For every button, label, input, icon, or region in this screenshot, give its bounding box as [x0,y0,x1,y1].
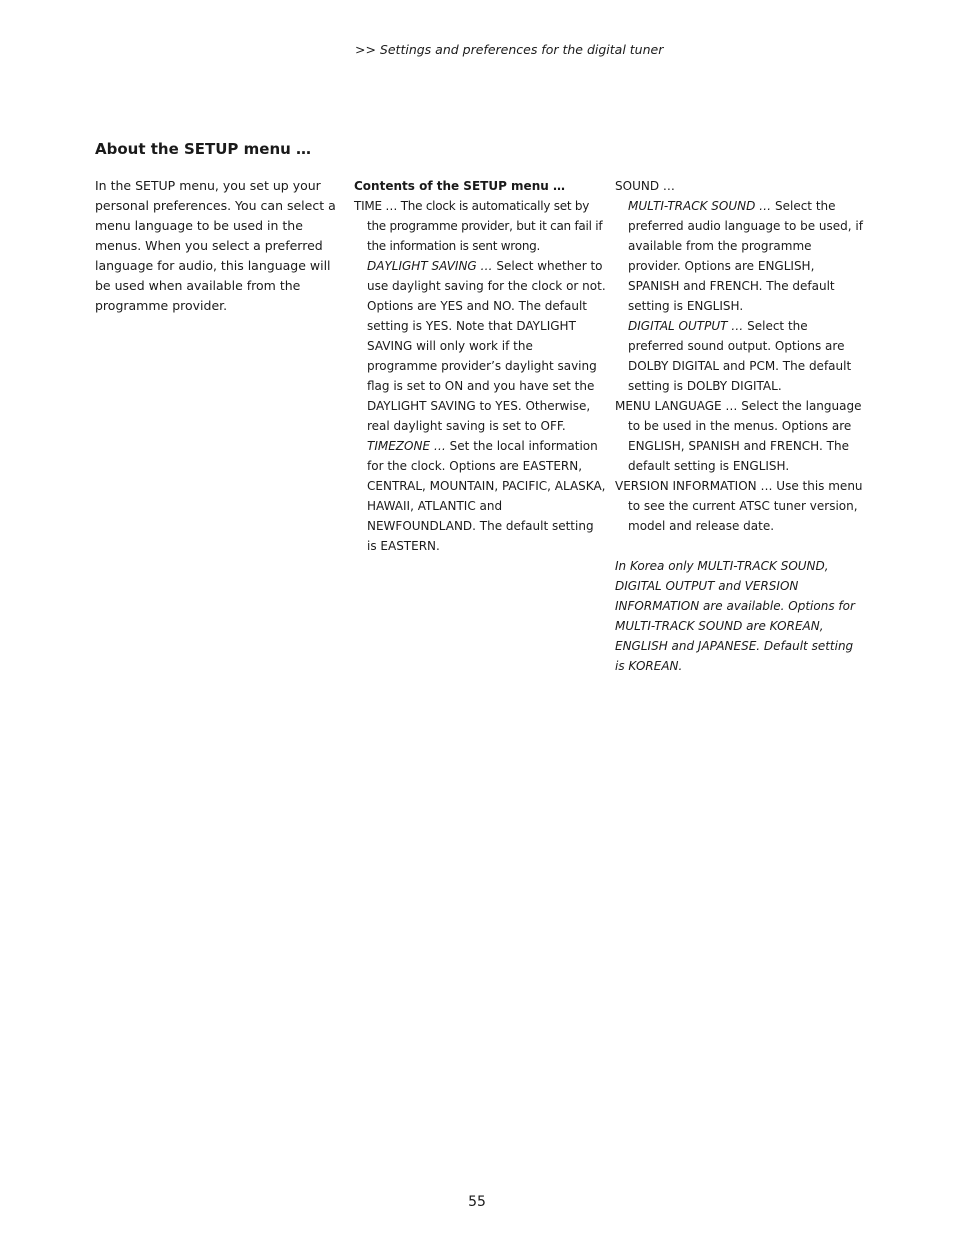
timezone-label: TIMEZONE … [367,439,446,453]
multi-track-text: Select the preferred audio language to be used, if available from the programme provider. Options are ENGLISH, SPANISH and FRENCH. The default setting is ENGLISH. [628,199,863,313]
time-text: The clock is automatically set by the programme provider, but it can fail if the information is sent wrong. [367,199,603,253]
version-information-label: VERSION INFORMATION … [615,479,773,493]
spacer [615,536,865,556]
korea-note: In Korea only MULTI-TRACK SOUND, DIGITAL OUTPUT and VERSION INFORMATION are available. Options for MULTI-TRACK SOUND are KOREAN, ENGLISH and JAPANESE. Default setting is KOREAN. [615,559,855,673]
page-number: 55 [468,1194,486,1210]
intro-paragraph: In the SETUP menu, you set up your personal preferences. You can select a menu language to be used in the menus. When you select a preferred language for audio, this language will be used when available from the programme provider. [95,178,336,313]
menu-language-entry [615,396,865,476]
contents-title: Contents of the SETUP menu … [354,179,565,193]
daylight-saving-label: DAYLIGHT SAVING … [367,259,493,273]
multi-track-entry [615,196,865,316]
contents-column [354,176,606,556]
sound-label: SOUND … [615,179,675,193]
running-header: >> Settings and preferences for the digital tuner [355,42,664,57]
digital-output-text: Select the preferred sound output. Options are DOLBY DIGITAL and PCM. The default setting is DOLBY DIGITAL. [628,319,852,393]
timezone-text: Set the local information for the clock. Options are EASTERN, CENTRAL, MOUNTAIN, PACIFIC, ALASKA, HAWAII, ATLANTIC and NEWFOUNDLAND. The default setting is EASTERN. [367,439,606,553]
digital-output-label: DIGITAL OUTPUT … [628,319,744,333]
version-information-text: Use this menu to see the current ATSC tuner version, model and release date. [628,479,863,533]
daylight-saving-text: Select whether to use daylight saving for the clock or not. Options are YES and NO. The default setting is YES. Note that DAYLIGHT SAVING will only work if the programme provider’s daylight saving flag is set to ON and you have set the DAYLIGHT SAVING to YES. Otherwise, real daylight saving is set to OFF. [367,259,606,433]
intro-column [95,176,345,316]
multi-track-label: MULTI-TRACK SOUND … [628,199,772,213]
version-information-entry [615,476,865,536]
daylight-saving-entry [354,256,606,436]
menu-language-label: MENU LANGUAGE … [615,399,738,413]
section-title: About the SETUP menu … [95,140,312,158]
time-entry [354,196,606,256]
sound-column [615,176,865,676]
timezone-entry [354,436,606,556]
digital-output-entry [615,316,865,396]
menu-language-text: Select the language to be used in the menus. Options are ENGLISH, SPANISH and FRENCH. The default setting is ENGLISH. [628,399,862,473]
time-label: TIME … [354,199,398,213]
